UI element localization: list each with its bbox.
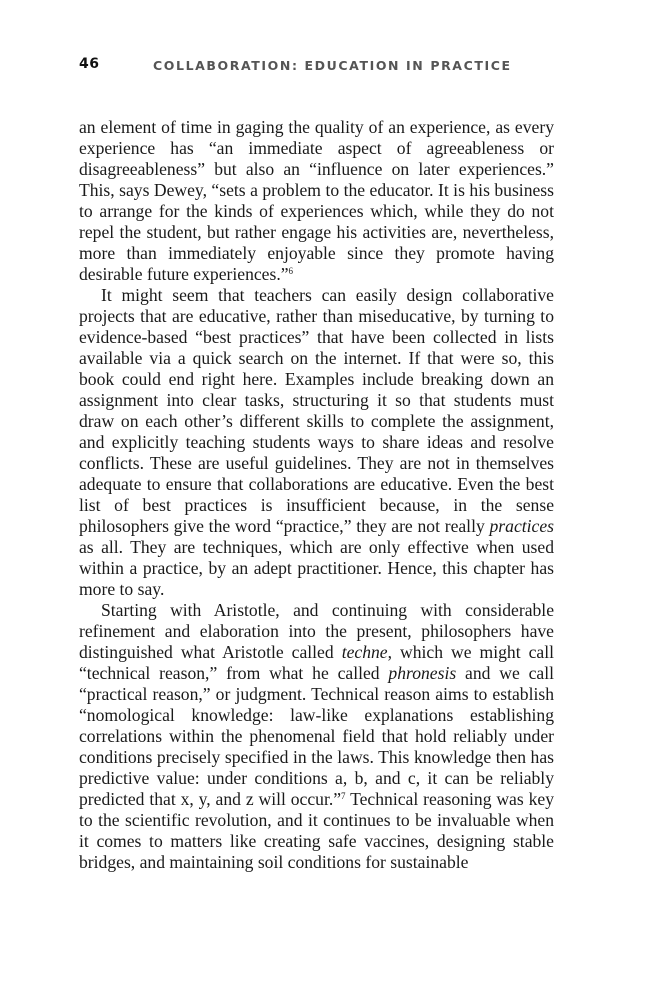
paragraph-2 bbox=[79, 285, 554, 600]
running-head bbox=[79, 56, 559, 76]
paragraph-text: Starting with Aristotle, and continuing with considerable refinement and elaboration into the present, philosophers have distinguished what Aristotle called bbox=[79, 600, 554, 662]
running-title: COLLABORATION: EDUCATION IN PRACTICE bbox=[153, 58, 512, 73]
body-text bbox=[79, 117, 554, 873]
page-number: 46 bbox=[79, 56, 100, 72]
italic-term: techne bbox=[341, 642, 388, 662]
paragraph-text: Technical reasoning was key to the scientific revolution, and it continues to be invaluable when it comes to matters like creating safe vaccines, designing stable bridges, and maintaining soil conditions for sustainable bbox=[79, 789, 554, 872]
paragraph-text: an element of time in gaging the quality of an experience, as every experience has “an immediate aspect of agreeableness or disagreeableness” but also an “influence on later experiences.” This, says Dewey, “sets a problem to the educator. It is his business to arrange for the kinds of experiences which, while they do not repel the student, but rather engage his activities are, nevertheless, more than immediately enjoyable since they promote having desirable future experiences.” bbox=[79, 117, 554, 284]
paragraph-text: It might seem that teachers can easily design collaborative projects that are educative, rather than miseducative, by turning to evidence-based “best practices” that have been collected in lists available via a quick search on the internet. If that were so, this book could end right here. Examples include breaking down an assignment into clear tasks, structuring it so that students must draw on each other’s different skills to complete the assignment, and explicitly teaching students ways to share ideas and resolve conflicts. These are useful guidelines. They are not in themselves adequate to ensure that collaborations are educative. Even the best list of best practices is insufficient because, in the sense philosophers give the word “practice,” they are not really bbox=[79, 285, 554, 536]
paragraph-text: , which we might call “technical reason,” from what he called bbox=[79, 642, 555, 683]
footnote-marker[interactable]: 7 bbox=[341, 791, 346, 801]
paragraph-text: as all. They are techniques, which are only effective when used within a practice, by an adept practitioner. Hence, this chapter has more to say. bbox=[79, 537, 554, 599]
paragraph-1 bbox=[79, 117, 554, 285]
paragraph-text: and we call “practical reason,” or judgment. Technical reason aims to establish “nomological knowledge: law-like explanations establishing correlations within the phenomenal field that hold reliably under conditions precisely specified in the laws. This knowledge then has predictive value: under conditions a, b, and c, it can be reliably predicted that x, y, and z will occur.” bbox=[79, 663, 554, 809]
italic-term: phronesis bbox=[388, 663, 457, 683]
italic-term: practices bbox=[489, 516, 554, 536]
paragraph-3 bbox=[79, 600, 554, 873]
footnote-marker[interactable]: 6 bbox=[288, 266, 294, 276]
